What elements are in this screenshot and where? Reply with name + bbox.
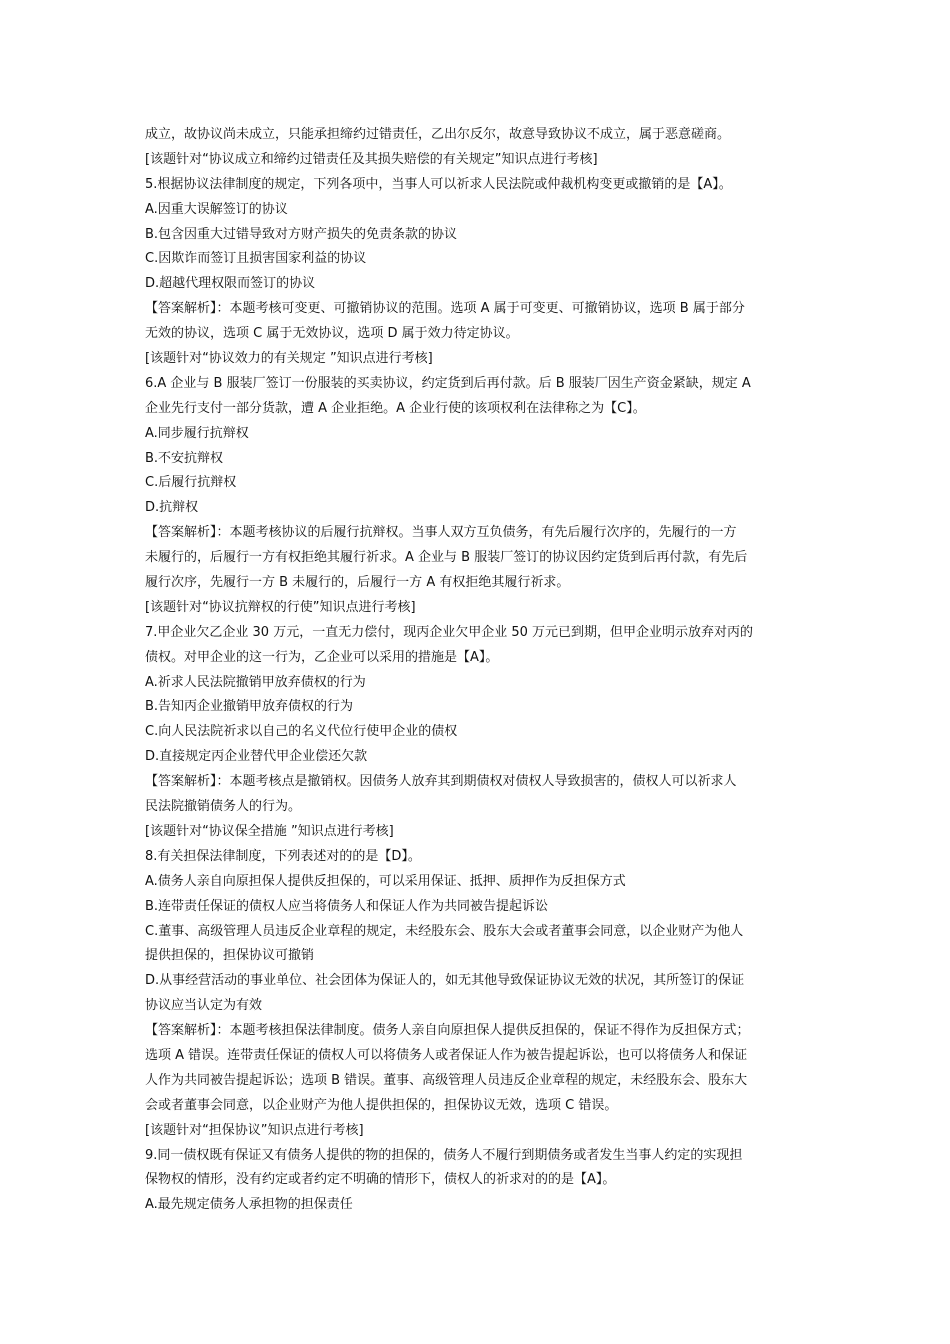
answer-analysis: 未履行的，后履行一方有权拒绝其履行祈求。A 企业与 B 服装厂签订的协议因约定货到后再付款，有先后 <box>145 550 748 566</box>
answer-analysis: 【答案解析】：本题考核担保法律制度。债务人亲自向原担保人提供反担保的，保证不得作为反担保方式； <box>145 1023 750 1039</box>
answer-analysis: 民法院撤销债务人的行为。 <box>145 799 302 815</box>
option-d: D.抗辩权 <box>145 500 199 516</box>
option-b: B.告知丙企业撤销甲放弃债权的行为 <box>145 699 354 715</box>
answer-analysis: 【答案解析】：本题考核点是撤销权。因债务人放弃其到期债权对债权人导致损害的，债权人可以祈求人 <box>145 774 737 790</box>
answer-analysis: 【答案解析】：本题考核可变更、可撤销协议的范围。选项 A 属于可变更、可撤销协议，选项 B 属于部分 <box>145 301 745 317</box>
text-line: [该题针对“协议成立和缔约过错责任及其损失赔偿的有关规定”知识点进行考核] <box>145 151 598 167</box>
question-9-stem: 保物权的情形，没有约定或者约定不明确的情形下，债权人的祈求对的的是【A】。 <box>145 1172 616 1188</box>
answer-analysis: 【答案解析】：本题考核协议的后履行抗辩权。当事人双方互负债务，有先后履行次序的，先履行的一方 <box>145 525 737 541</box>
question-7-stem: 7.甲企业欠乙企业 30 万元，一直无力偿付，现丙企业欠甲企业 50 万元已到期，但甲企业明示放弃对丙的 <box>145 624 754 640</box>
option-c: 提供担保的，担保协议可撤销 <box>145 948 315 964</box>
knowledge-point-note: [该题针对“担保协议”知识点进行考核] <box>145 1122 364 1138</box>
document-body <box>145 123 815 1218</box>
answer-analysis: 人作为共同被告提起诉讼；选项 B 错误。董事、高级管理人员违反企业章程的规定，未经股东会、股东大 <box>145 1072 748 1088</box>
question-6-stem: 企业先行支付一部分货款，遭 A 企业拒绝。A 企业行使的该项权利在法律称之为【C】。 <box>145 400 646 416</box>
answer-analysis: 会或者董事会同意，以企业财产为他人提供担保的，担保协议无效，选项 C 错误。 <box>145 1097 618 1113</box>
knowledge-point-note: [该题针对“协议抗辩权的行使”知识点进行考核] <box>145 599 416 615</box>
option-c: C.因欺诈而签订且损害国家利益的协议 <box>145 251 367 267</box>
question-9-stem: 9.同一债权既有保证又有债务人提供的物的担保的，债务人不履行到期债务或者发生当事人约定的实现担 <box>145 1147 743 1163</box>
option-d: D.超越代理权限而签订的协议 <box>145 276 316 292</box>
option-d: D.从事经营活动的事业单位、社会团体为保证人的，如无其他导致保证协议无效的状况，其所签订的保证 <box>145 973 745 989</box>
option-a: A.最先规定债务人承担物的担保责任 <box>145 1197 353 1213</box>
option-c: C.后履行抗辩权 <box>145 475 237 491</box>
question-6-stem: 6.A 企业与 B 服装厂签订一份服装的买卖协议，约定货到后再付款。后 B 服装厂因生产资金紧缺，规定 A <box>145 375 751 391</box>
option-a: A.祈求人民法院撤销甲放弃债权的行为 <box>145 674 366 690</box>
question-5-stem: 5.根据协议法律制度的规定，下列各项中，当事人可以祈求人民法院或仲裁机构变更或撤销的是【A】。 <box>145 176 732 192</box>
answer-analysis: 选项 A 错误。连带责任保证的债权人可以将债务人或者保证人作为被告提起诉讼，也可以将债务人和保证 <box>145 1047 748 1063</box>
option-a: A.同步履行抗辩权 <box>145 425 249 441</box>
option-b: B.不安抗辩权 <box>145 450 224 466</box>
option-b: B.连带责任保证的债权人应当将债务人和保证人作为共同被告提起诉讼 <box>145 898 549 914</box>
question-7-stem: 债权。对甲企业的这一行为，乙企业可以采用的措施是【A】。 <box>145 649 499 665</box>
question-8-stem: 8.有关担保法律制度，下列表述对的的是【D】。 <box>145 848 421 864</box>
option-c: C.董事、高级管理人员违反企业章程的规定，未经股东会、股东大会或者董事会同意，以企业财产为他人 <box>145 923 744 939</box>
option-b: B.包含因重大过错导致对方财产损失的免责条款的协议 <box>145 226 458 242</box>
option-c: C.向人民法院祈求以自己的名义代位行使甲企业的债权 <box>145 724 458 740</box>
option-a: A.因重大误解签订的协议 <box>145 201 288 217</box>
knowledge-point-note: [该题针对“协议保全措施 ”知识点进行考核] <box>145 823 394 839</box>
knowledge-point-note: [该题针对“协议效力的有关规定 ”知识点进行考核] <box>145 351 433 367</box>
answer-analysis: 履行次序，先履行一方 B 未履行的，后履行一方 A 有权拒绝其履行祈求。 <box>145 575 570 591</box>
option-d: D.直接规定丙企业替代甲企业偿还欠款 <box>145 749 368 765</box>
text-line: 成立，故协议尚未成立，只能承担缔约过错责任，乙出尔反尔，故意导致协议不成立，属于恶意磋商。 <box>145 127 731 142</box>
option-d: 协议应当认定为有效 <box>145 998 263 1014</box>
answer-analysis: 无效的协议，选项 C 属于无效协议，选项 D 属于效力待定协议。 <box>145 326 519 342</box>
option-a: A.债务人亲自向原担保人提供反担保的，可以采用保证、抵押、质押作为反担保方式 <box>145 873 626 889</box>
